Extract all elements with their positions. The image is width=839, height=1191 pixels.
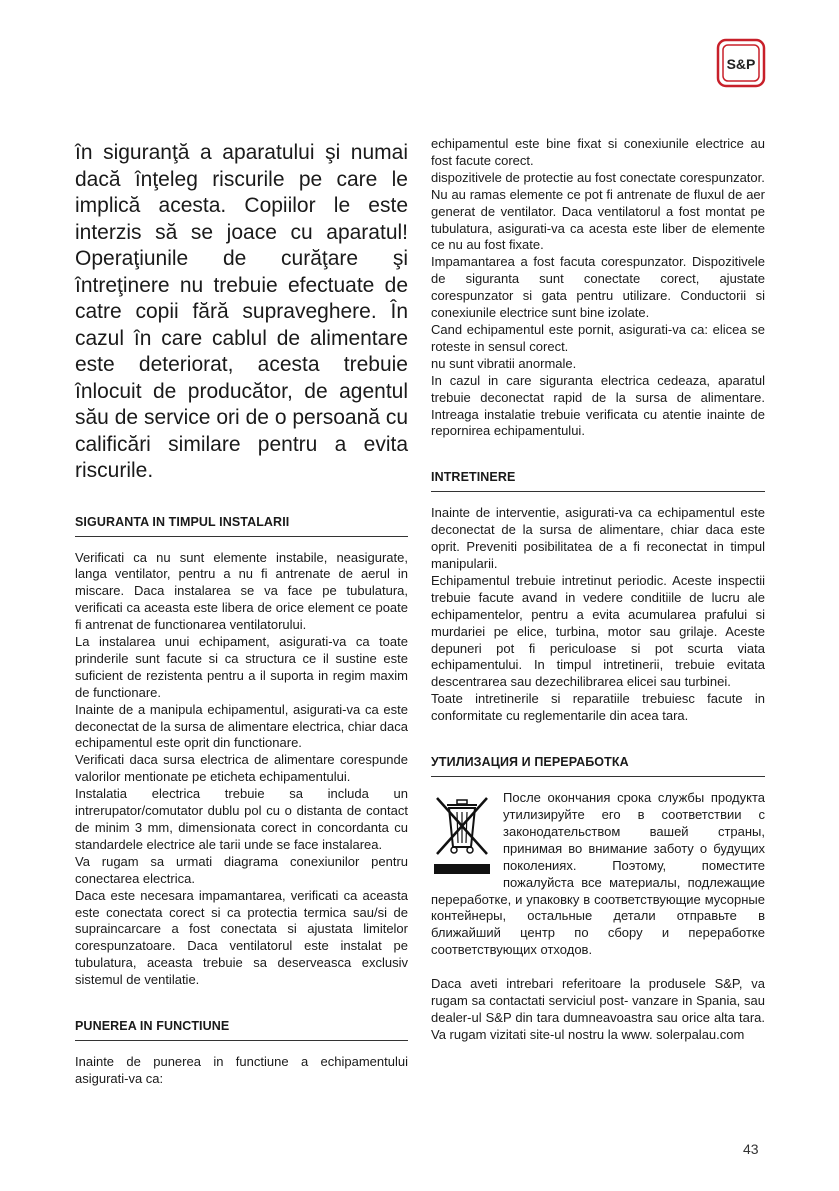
contact-paragraph: Daca aveti intrebari referitoare la produsele S&P, va rugam sa contactati serviciul post- vanzare in Spania, sau dealer-ul S&P din tara dumneavoastra sau orice alta tara. Va rugam vizitati site-ul nostru la www. solerpalau.com <box>431 976 765 1042</box>
section-heading-maintenance: INTRETINERE <box>431 470 765 492</box>
installation-body <box>75 550 408 990</box>
svg-text:S&P: S&P <box>726 56 756 72</box>
section-heading-installation: SIGURANTA IN TIMPUL INSTALARII <box>75 515 408 537</box>
installation-paragraph: Instalatia electrica trebuie sa includa un intrerupator/comutator dublu pol cu o distanta de contact de minim 3 mm, dimensionata corect in concordanta cu standardele electrice ale tarii unde se face instalarea. <box>75 786 408 852</box>
startup-item: Cand echipamentul este pornit, asigurati-va ca: elicea se roteste in sensul corect. <box>431 321 765 354</box>
startup-item: In cazul in care siguranta electrica cedeaza, aparatul trebuie deconectat rapid de la sursa de alimentare. Intreaga instalatie trebuie verificata cu atentie inainte de repornirea echipamentului. <box>431 372 765 439</box>
startup-item: Nu au ramas elemente ce pot fi antrenate de fluxul de aer generat de ventilator. Daca ventilatorul a fost montat pe tubulatura, asigurati-va ca acesta este liber de elemente ce nu au fost fixate. <box>431 186 765 253</box>
right-column <box>431 136 765 1044</box>
installation-paragraph: Va rugam sa urmati diagrama conexiunilor pentru conectarea electrica. <box>75 853 408 886</box>
section-heading-recycling: УТИЛИЗАЦИЯ И ПЕРЕРАБОТКА <box>431 755 765 777</box>
installation-paragraph: Verificati ca nu sunt elemente instabile, neasigurate, langa ventilator, pentru a nu fi antrenate de aerul in miscare. Daca instalarea se va face pe tubulatura, verificati ca aceasta este libera de orice element ce poate fi antrenat de functionarea ventilatorului. <box>75 549 408 633</box>
maintenance-paragraph: Echipamentul trebuie intretinut periodic. Aceste inspectii trebuie facute avand in vedere conditiile de lucru ale echipamentelor, pentru a evita acumularea prafului si murdariei pe elice, turbina, motor sau grilaje. Aceste depuneri pot fi periculoase si pot scurta viata echipamentului. In timpul intretinerii, trebuie evitata descentrarea sau dezechilibrarea elicei sau turbinei. <box>431 572 765 690</box>
page-number: 43 <box>743 1141 759 1157</box>
startup-item: Impamantarea a fost facuta corespunzator. Dispozitivele de siguranta sunt conectate corect, ajustate corespunzator si gata pentru utilizare. Conductorii si conexiunile electrice sunt bine izolate. <box>431 254 765 321</box>
installation-paragraph: Verificati daca sursa electrica de alimentare corespunde valorilor mentionate pe eticheta echipamentului. <box>75 752 408 785</box>
maintenance-body <box>431 505 765 725</box>
installation-paragraph: Daca este necesara impamantarea, verificati ca aceasta este conectata corect si ca protectia termica sau/si de supraincarcare a fost conectata si ajustata limitelor corespunzatoare. Daca ventilatorul este instalat pe tubulatura, aceasta trebuie sa deserveasca exclusiv sistemul de ventilatie. <box>75 887 408 988</box>
intro-paragraph: în siguranţă a aparatului şi numai dacă înţeleg riscurile pe care le implică acesta. Copiilor le este interzis să se joace cu aparatul! Operaţiunile de curăţare şi întreţinere nu trebuie efectuate de catre copii fără supraveghere. În cazul în care cablul de alimentare este deteriorat, acesta trebuie înlocuit de producător, de agentul său de service ori de o persoană cu calificări similare pentru a evita riscurile. <box>75 141 408 482</box>
crossed-bin-icon <box>431 792 493 878</box>
recycling-body <box>431 790 765 959</box>
left-column <box>75 136 408 1088</box>
startup-paragraph: Inainte de punerea in functiune a echipamentului asigurati-va ca: <box>75 1054 408 1086</box>
sp-logo <box>716 38 766 88</box>
maintenance-paragraph: Inainte de interventie, asigurati-va ca echipamentul este deconectat de la sursa de alimentare, chiar daca este oprit. Preveniti posibilitatea de a fi reconectat in timpul manipularii. <box>431 505 765 572</box>
maintenance-paragraph: Toate intretinerile si reparatiile trebuiesc facute in conformitate cu reglementarile din acea tara. <box>431 691 765 724</box>
startup-body <box>75 1054 408 1088</box>
section-heading-startup: PUNEREA IN FUNCTIUNE <box>75 1019 408 1041</box>
startup-item: echipamentul este bine fixat si conexiunile electrice au fost facute corect. <box>431 136 765 168</box>
installation-paragraph: La instalarea unui echipament, asigurati-va ca toate prinderile sunt facute si ca structura ce il sustine este suficient de rezistenta pentru a il suporta in regim maxim de functionare. <box>75 634 408 700</box>
startup-item: dispozitivele de protectie au fost conectate corespunzator. <box>431 169 765 185</box>
installation-paragraph: Inainte de a manipula echipamentul, asigurati-va ca este deconectat de la sursa de alimentare electrica, chiar daca echipamentul este oprit din functionare. <box>75 701 408 751</box>
startup-item: nu sunt vibratii anormale. <box>431 355 577 371</box>
startup-continued <box>431 136 765 440</box>
recycling-paragraph: После окончания срока службы продукта утилизируйте его в соответствии с законодательством вашей страны, принимая во внимание заботу о будущих поколениях. Поэтому, поместите пожалуйста все материалы, подлежащие переработке, и упаковку в соответствующие мусорные контейнеры, остальные детали отправьте в ближайший центр по сбору и переработке соответствующих отходов. <box>431 790 765 958</box>
